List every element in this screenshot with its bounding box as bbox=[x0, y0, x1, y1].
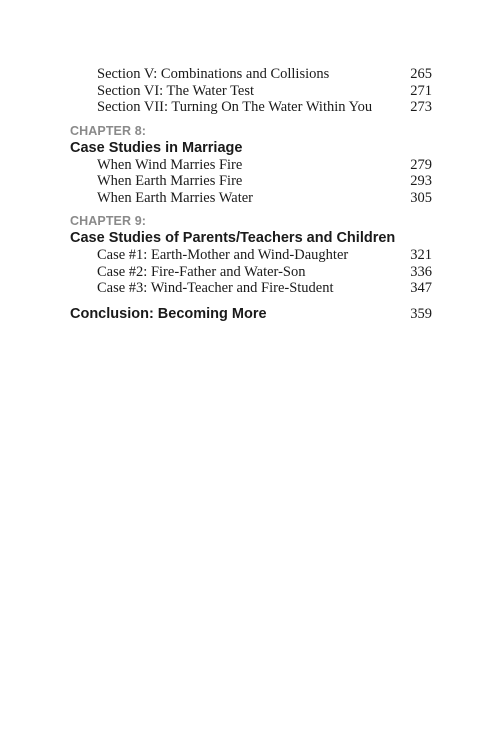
chapter-9-title: Case Studies of Parents/Teachers and Children bbox=[70, 230, 396, 246]
conclusion-title: Conclusion: Becoming More bbox=[70, 305, 267, 322]
toc-entry-title: Case #1: Earth-Mother and Wind-Daughter bbox=[97, 247, 349, 263]
toc-entry bbox=[70, 83, 432, 100]
toc-entry-title: Section V: Combinations and Collisions bbox=[97, 66, 330, 82]
toc-entry-title: Case #3: Wind-Teacher and Fire-Student bbox=[97, 280, 334, 296]
toc-entry-title: When Wind Marries Fire bbox=[97, 156, 243, 173]
toc-entry-title: Case #2: Fire-Father and Water-Son bbox=[97, 263, 306, 280]
conclusion-page: 359 bbox=[410, 305, 432, 322]
toc-entry-title: When Earth Marries Water bbox=[97, 189, 253, 206]
toc-entry bbox=[70, 173, 432, 190]
toc-entry-page: 336 bbox=[410, 263, 432, 280]
toc-entry-title: When Earth Marries Fire bbox=[97, 173, 243, 189]
toc-entry-page: 273 bbox=[410, 99, 432, 115]
toc-entry bbox=[70, 247, 432, 264]
toc-entry bbox=[70, 264, 432, 281]
toc-entry bbox=[70, 280, 432, 297]
table-of-contents bbox=[70, 66, 432, 323]
toc-entry bbox=[70, 190, 432, 207]
toc-entry-page: 271 bbox=[410, 82, 432, 99]
chapter-8-label: CHAPTER 8: bbox=[70, 123, 147, 138]
conclusion-entry bbox=[70, 305, 432, 323]
toc-entry-page: 293 bbox=[410, 173, 432, 189]
toc-entry-title: Section VII: Turning On The Water Within You bbox=[97, 99, 373, 115]
chapter-9-label: CHAPTER 9: bbox=[70, 214, 147, 228]
chapter-8-title: Case Studies in Marriage bbox=[70, 139, 243, 156]
toc-entry-page: 265 bbox=[410, 66, 432, 82]
toc-entry-page: 279 bbox=[410, 156, 432, 173]
toc-entry-page: 321 bbox=[410, 247, 432, 263]
toc-entry bbox=[70, 157, 432, 174]
toc-entry bbox=[70, 66, 432, 83]
toc-entry-page: 305 bbox=[410, 189, 432, 206]
toc-entry-page: 347 bbox=[410, 280, 432, 296]
toc-entry bbox=[70, 99, 432, 116]
toc-entry-title: Section VI: The Water Test bbox=[97, 82, 255, 99]
